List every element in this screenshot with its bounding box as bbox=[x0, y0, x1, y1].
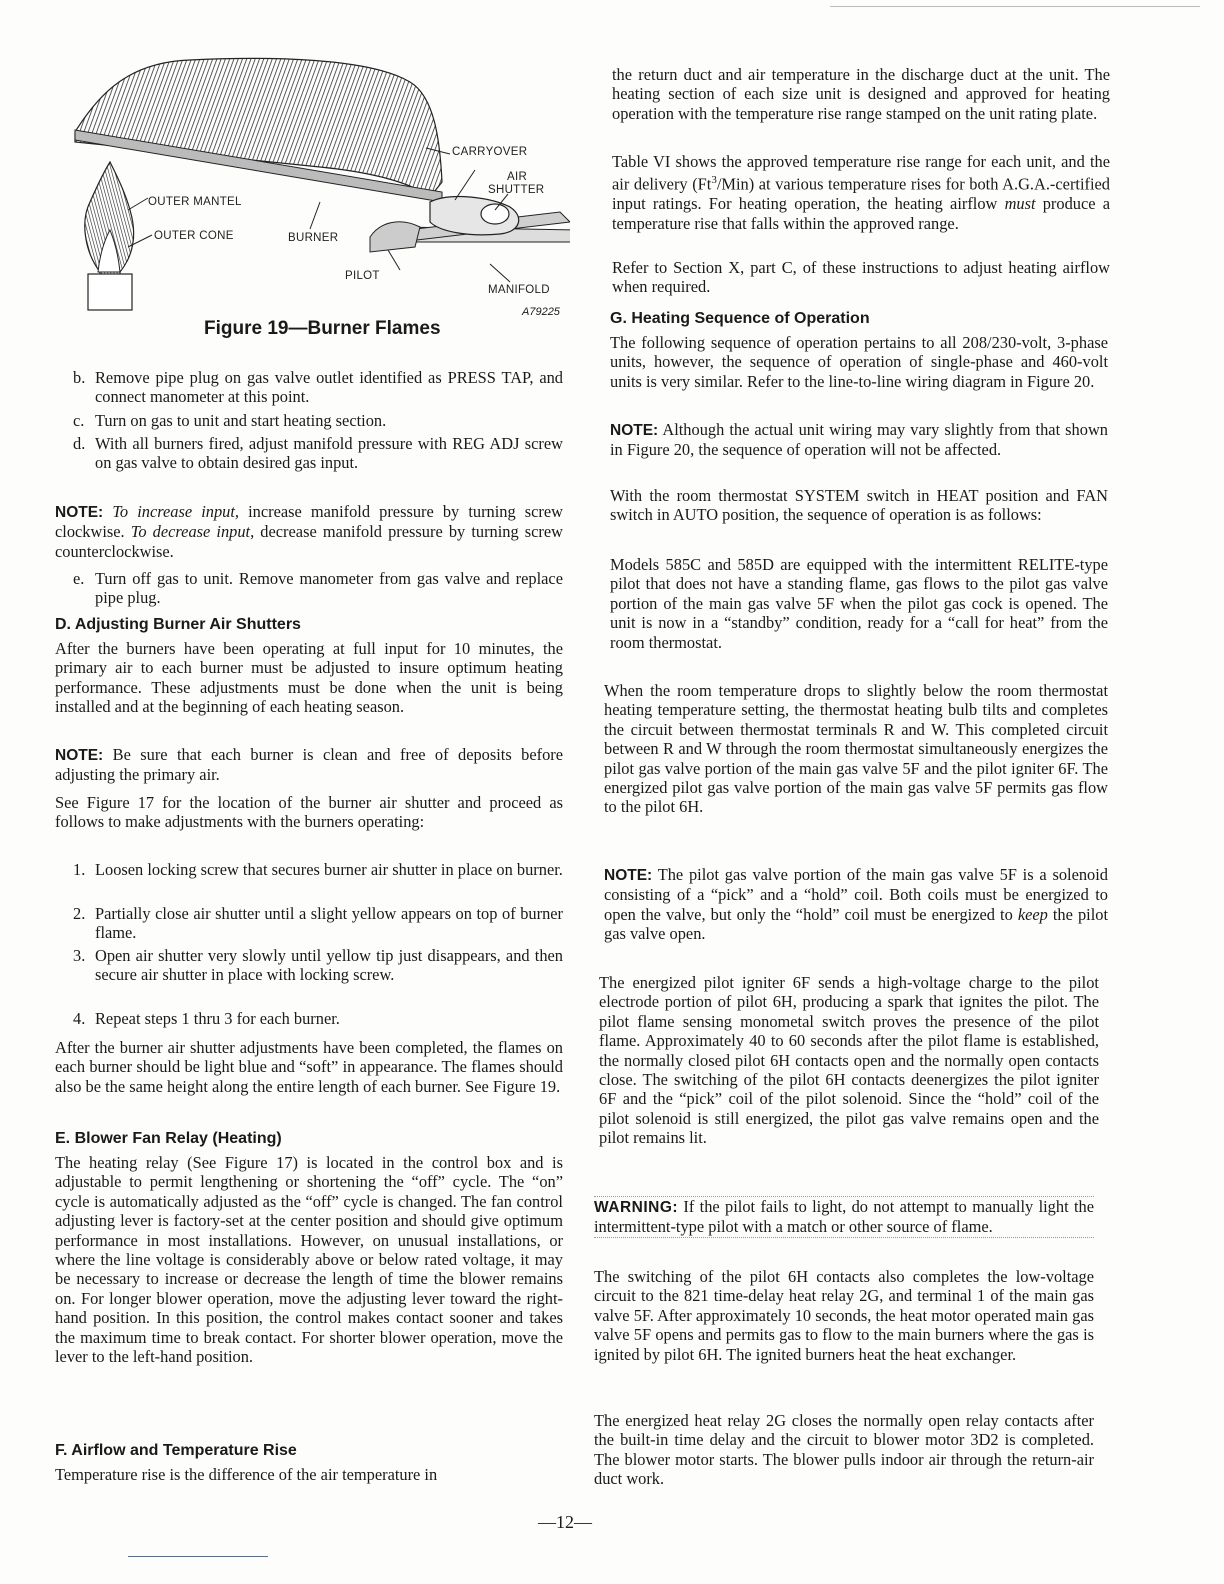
label-outer-mantel: OUTER MANTEL bbox=[148, 196, 242, 208]
heading-e: E. Blower Fan Relay (Heating) bbox=[55, 1130, 282, 1147]
para-d3: After the burner air shutter adjustments have been completed, the flames on each burner should be light blue and “soft” in appearance. The flames should also be the same height along the entire length of each burner. See Figure 19. bbox=[55, 1038, 563, 1096]
para-d1: After the burners have been operating at full input for 10 minutes, the primary air to each burner must be adjusted to insure optimum heating performance. These adjustments must be done when the unit is being installed and at the beginning of each heating season. bbox=[55, 639, 563, 717]
label-shutter: SHUTTER bbox=[488, 184, 545, 196]
heading-f: F. Airflow and Temperature Rise bbox=[55, 1442, 297, 1459]
para-g2: With the room thermostat SYSTEM switch in HEAT position and FAN switch in AUTO position, the sequence of operation is as follows: bbox=[610, 486, 1108, 525]
label-outer-cone: OUTER CONE bbox=[154, 230, 234, 242]
top-corner-rule bbox=[830, 6, 1200, 7]
label-carryover: CARRYOVER bbox=[452, 146, 528, 158]
para-f1: Temperature rise is the difference of the air temperature in bbox=[55, 1465, 438, 1484]
note-solenoid: NOTE: The pilot gas valve portion of the main gas valve 5F is a solenoid consisting of a “pick” and a “hold” coil. Both coils must be energized to open the valve, but only the “hold” coil must be energized to keep the pilot gas valve open. bbox=[604, 865, 1108, 944]
para-refer: Refer to Section X, part C, of these instructions to adjust heating airflow when required. bbox=[612, 258, 1110, 297]
para-g5: The energized pilot igniter 6F sends a high-voltage charge to the pilot electrode portion of pilot 6H, producing a spark that ignites the pilot. The pilot flame sensing monometal switch proves the presence of the pilot flame. Approximately 40 to 60 seconds after the pilot flame is established, the normally closed pilot 6H contacts open and the normally open contacts close. The switching of the pilot 6H contacts deenergizes the pilot igniter 6F and the “pick” coil of the pilot solenoid. Since the “hold” coil of the pilot solenoid is still energized, the pilot gas valve remains open and the pilot remains lit. bbox=[599, 973, 1099, 1148]
right-column bbox=[594, 0, 1110, 1500]
figure-title: Figure 19—Burner Flames bbox=[204, 318, 441, 339]
para-d2: See Figure 17 for the location of the burner air shutter and proceed as follows to make adjustments with the burners operating: bbox=[55, 793, 563, 832]
left-column bbox=[55, 0, 563, 1500]
figure-code: A79225 bbox=[522, 306, 560, 318]
note-input: NOTE: To increase input, increase manifold pressure by turning screw clockwise. To decrease input, decrease manifold pressure by turning screw counterclockwise. bbox=[55, 502, 563, 561]
label-manifold: MANIFOLD bbox=[488, 284, 550, 296]
para-g3: Models 585C and 585D are equipped with the intermittent RELITE-type pilot that does not have a standing flame, gas flows to the pilot gas valve portion of the main gas valve 5F when the pilot gas cock is opened. The unit is now in a “standby” condition, ready for a “call for heat” from the room thermostat. bbox=[610, 555, 1108, 652]
heading-g: G. Heating Sequence of Operation bbox=[610, 310, 870, 327]
para-g4: When the room temperature drops to slightly below the room thermostat heating temperature setting, the thermostat heating bulb tilts and completes the circuit between thermostat terminals R and W. This completed circuit between R and W through the room thermostat simultaneously energizes the pilot gas valve portion of the main gas valve 5F and the pilot igniter 6F. The energized pilot gas valve portion of the main gas valve 5F permits gas flow to the pilot 6H. bbox=[604, 681, 1108, 817]
page-number: —12— bbox=[538, 1512, 592, 1532]
step-1: 1. Loosen locking screw that secures burner air shutter in place on burner. bbox=[73, 860, 563, 879]
step-d: d. With all burners fired, adjust manifold pressure with REG ADJ screw on gas valve to obtain desired gas input. bbox=[73, 434, 563, 473]
para-g1: The following sequence of operation pertains to all 208/230-volt, 3-phase units, however, the sequence of operation of single-phase and 460-volt units is very similar. Refer to the line-to-line wiring diagram in Figure 20. bbox=[610, 333, 1108, 391]
step-2: 2. Partially close air shutter until a slight yellow appears on top of burner flame. bbox=[73, 904, 563, 943]
footer-rule bbox=[128, 1556, 268, 1557]
step-4: 4. Repeat steps 1 thru 3 for each burner. bbox=[73, 1009, 340, 1028]
para-g6: The switching of the pilot 6H contacts also completes the low-voltage circuit to the 821 time-delay heat relay 2G, and terminal 1 of the main gas valve 5F. After approximately 10 seconds, the heat motor operated main gas valve 5F opens and permits gas to flow to the main burners where the gas is ignited by pilot 6H. The ignited burners heat the heat exchanger. bbox=[594, 1267, 1094, 1364]
heading-d: D. Adjusting Burner Air Shutters bbox=[55, 616, 301, 633]
para-e1: The heating relay (See Figure 17) is located in the control box and is adjustable to permit lengthening or shortening the “off” cycle. The “on” cycle is automatically adjusted as the “off” cycle is changed. The fan control adjusting lever is factory-set at the center position and should give optimum performance in most installations. However, on unusual installations, or where the line voltage is considerably above or below rated voltage, it may be necessary to increase or decrease the length of time the blower remains on. For longer blower operation, move the adjusting lever toward the right-hand position. In this position, the control makes contact sooner and takes the maximum time to break contact. For shorter blower operation, move the lever to the left-hand position. bbox=[55, 1153, 563, 1367]
para-g7: The energized heat relay 2G closes the normally open relay contacts after the built-in time delay and the circuit to blower motor 3D2 is completed. The blower motor starts. The blower pulls indoor air through the return-air duct work. bbox=[594, 1411, 1094, 1489]
label-burner: BURNER bbox=[288, 232, 339, 244]
step-c: c. Turn on gas to unit and start heating section. bbox=[73, 411, 387, 430]
note-wiring: NOTE: Although the actual unit wiring may vary slightly from that shown in Figure 20, the sequence of operation will not be affected. bbox=[610, 420, 1108, 460]
para-table-vi: Table VI shows the approved temperature rise range for each unit, and the air delivery (Ft$^3$/Min) at various temperature rises for both A.G.A.-certified input ratings. For heating operation, the heating airflow must produce a temperature rise that falls within the approved range. bbox=[612, 152, 1111, 233]
step-3: 3. Open air shutter very slowly until yellow tip just disappears, and then secure air shutter in place with locking screw. bbox=[73, 946, 563, 985]
warning: WARNING: If the pilot fails to light, do not attempt to manually light the intermittent-type pilot with a match or other source of flame. bbox=[594, 1197, 1094, 1237]
step-e: e. Turn off gas to unit. Remove manometer from gas valve and replace pipe plug. bbox=[73, 569, 563, 608]
step-b: b. Remove pipe plug on gas valve outlet identified as PRESS TAP, and connect manometer at this point. bbox=[73, 368, 563, 407]
note-clean: NOTE: Be sure that each burner is clean and free of deposits before adjusting the primary air. bbox=[55, 745, 563, 785]
para-cont: the return duct and air temperature in the discharge duct at the unit. The heating section of each size unit is designed and approved for heating operation with the temperature rise range stamped on the unit rating plate. bbox=[612, 65, 1110, 123]
label-pilot: PILOT bbox=[345, 270, 380, 282]
label-air: AIR bbox=[507, 171, 528, 183]
